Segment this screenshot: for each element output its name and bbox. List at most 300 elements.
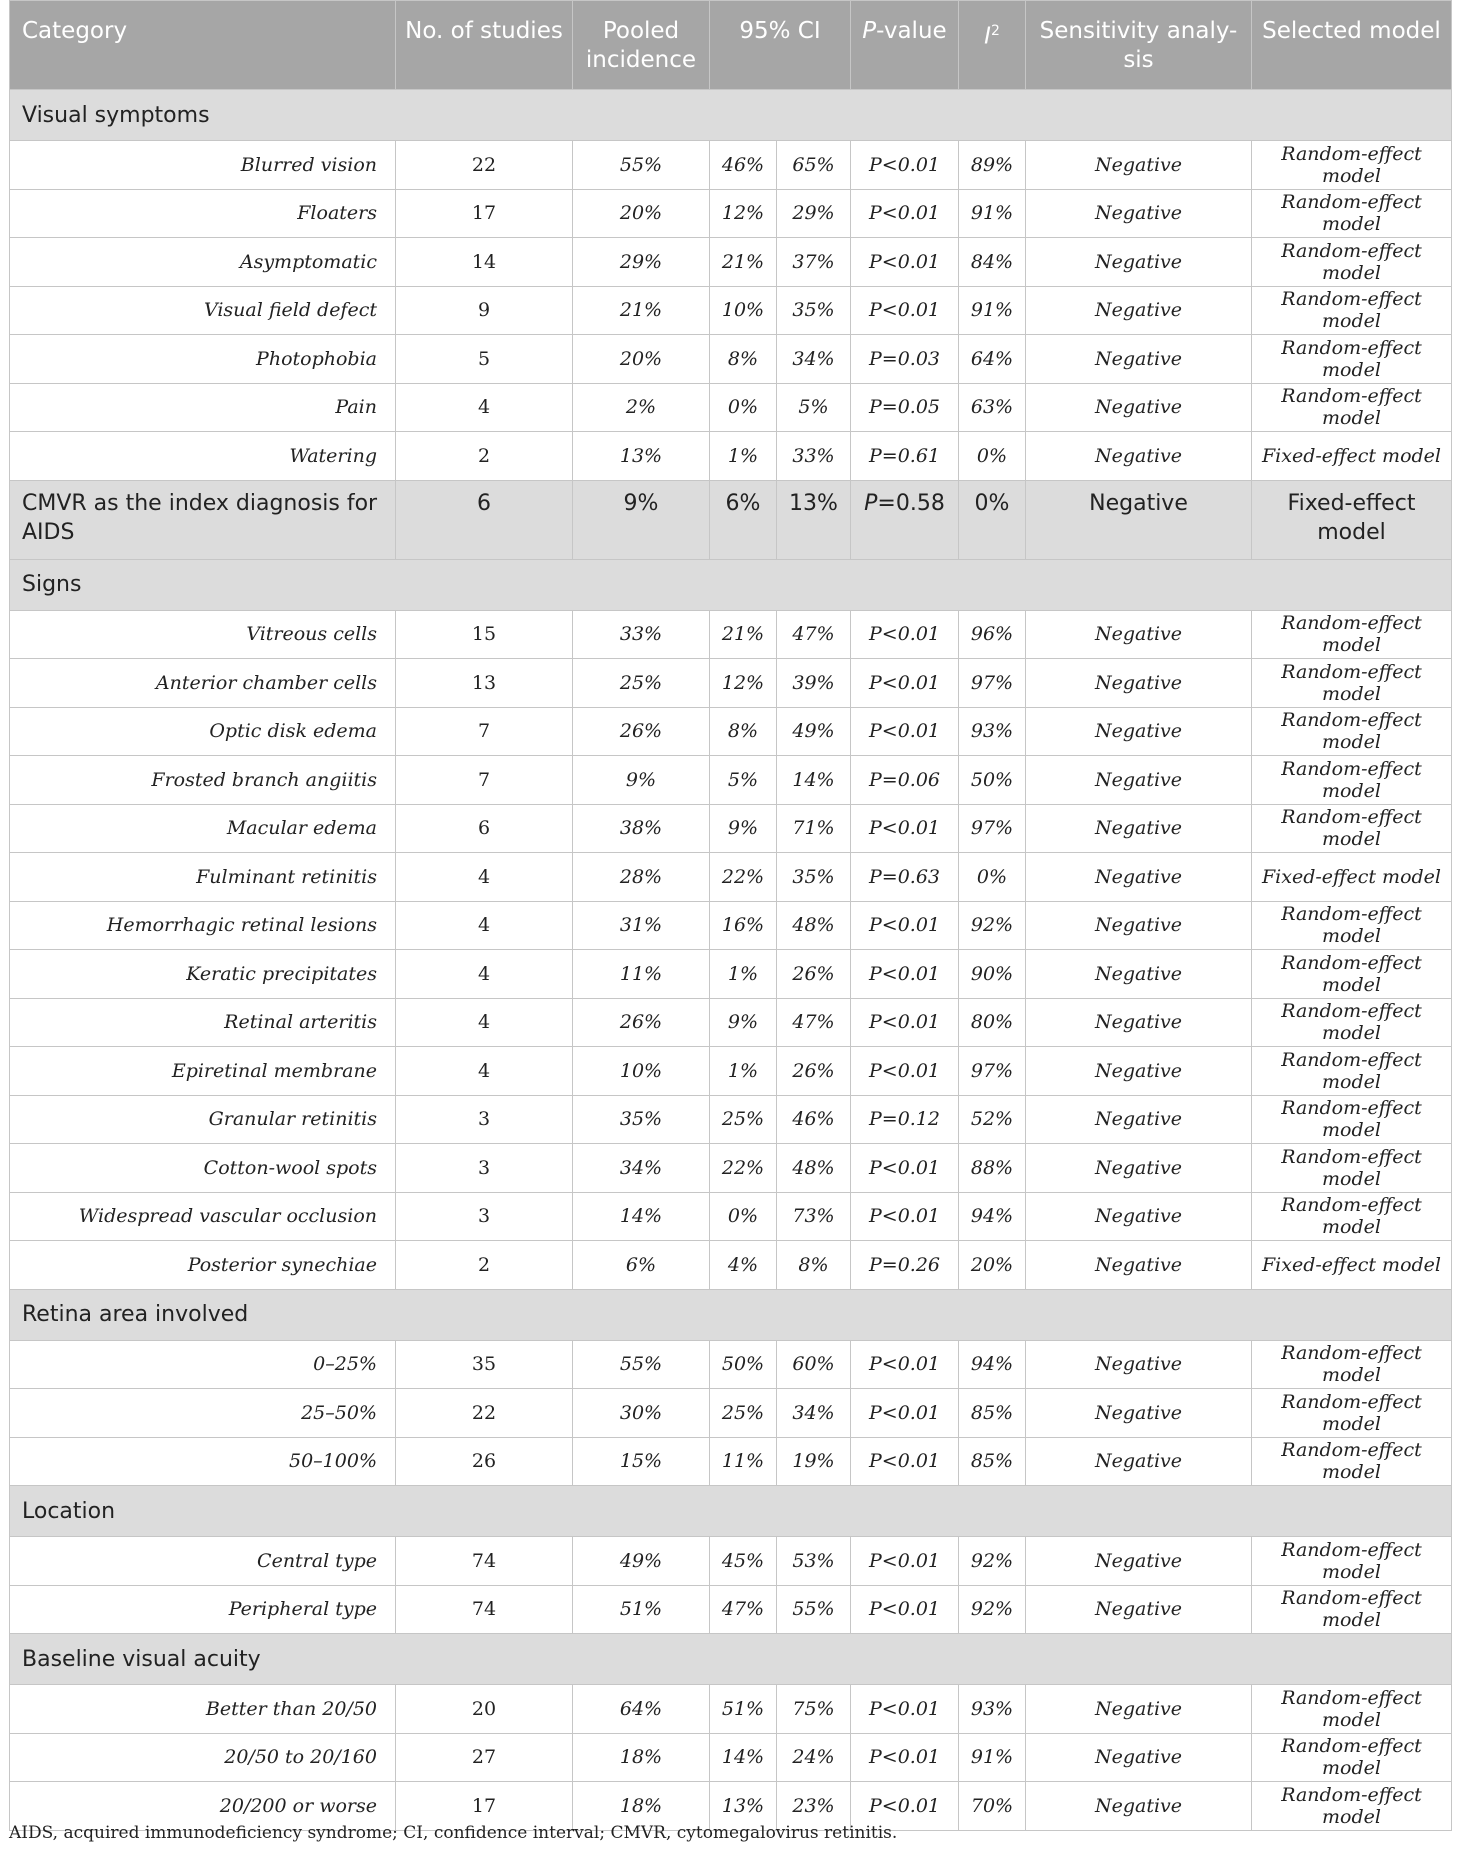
ci-low-cell: 8% <box>710 335 777 384</box>
header-i2-sup: 2 <box>990 23 1000 39</box>
index-ci-high-cell: 13% <box>777 480 851 559</box>
section-header-row <box>10 1289 1452 1340</box>
pvalue-cell: P=0.12 <box>851 1095 959 1144</box>
ci-high-cell: 65% <box>777 141 851 190</box>
row-label: Blurred vision <box>10 141 396 190</box>
row-label: Fulminant retinitis <box>10 853 396 902</box>
i2-cell: 91% <box>959 1733 1026 1782</box>
row-label: Optic disk edema <box>10 707 396 756</box>
ci-high-cell: 19% <box>777 1437 851 1486</box>
studies-cell: 15 <box>396 610 573 659</box>
table-row <box>10 610 1452 659</box>
studies-cell: 20 <box>396 1685 573 1734</box>
section-title: Retina area involved <box>10 1289 1452 1340</box>
ci-low-cell: 21% <box>710 238 777 287</box>
ci-high-cell: 48% <box>777 901 851 950</box>
studies-cell: 2 <box>396 1241 573 1290</box>
table-row <box>10 707 1452 756</box>
header-pvalue <box>851 1 959 90</box>
ci-low-cell: 9% <box>710 804 777 853</box>
i2-cell: 91% <box>959 286 1026 335</box>
pvalue-cell: P<0.01 <box>851 1340 959 1389</box>
sensitivity-cell: Negative <box>1026 950 1252 999</box>
pvalue-cell: P<0.01 <box>851 1685 959 1734</box>
header-pvalue-rest: -value <box>876 18 947 44</box>
row-label: Watering <box>10 432 396 481</box>
section-header-row <box>10 1634 1452 1685</box>
i2-cell: 63% <box>959 383 1026 432</box>
i2-cell: 97% <box>959 1047 1026 1096</box>
ci-high-cell: 47% <box>777 610 851 659</box>
index-row-label: CMVR as the index diagnosis for AIDS <box>10 480 396 559</box>
model-cell: Random-effect model <box>1252 1144 1452 1193</box>
ci-low-cell: 1% <box>710 432 777 481</box>
studies-cell: 7 <box>396 707 573 756</box>
section-header-row <box>10 559 1452 610</box>
model-cell: Random-effect model <box>1252 1389 1452 1438</box>
row-label: 20/50 to 20/160 <box>10 1733 396 1782</box>
sensitivity-cell: Negative <box>1026 1389 1252 1438</box>
row-label: Retinal arteritis <box>10 998 396 1047</box>
pvalue-cell: P<0.01 <box>851 1144 959 1193</box>
i2-cell: 52% <box>959 1095 1026 1144</box>
sensitivity-cell: Negative <box>1026 1144 1252 1193</box>
studies-cell: 9 <box>396 286 573 335</box>
sensitivity-cell: Negative <box>1026 1437 1252 1486</box>
pvalue-cell: P<0.01 <box>851 707 959 756</box>
section-title: Visual symptoms <box>10 90 1452 141</box>
i2-cell: 89% <box>959 141 1026 190</box>
table-row <box>10 901 1452 950</box>
row-label: Central type <box>10 1537 396 1586</box>
pvalue-cell: P<0.01 <box>851 1585 959 1634</box>
ci-high-cell: 34% <box>777 1389 851 1438</box>
ci-low-cell: 51% <box>710 1685 777 1734</box>
ci-low-cell: 14% <box>710 1733 777 1782</box>
table-row <box>10 1241 1452 1290</box>
pvalue-cell: P<0.01 <box>851 1782 959 1831</box>
table-row <box>10 756 1452 805</box>
pooled-cell: 31% <box>573 901 710 950</box>
pooled-cell: 13% <box>573 432 710 481</box>
pooled-cell: 21% <box>573 286 710 335</box>
pvalue-cell: P=0.26 <box>851 1241 959 1290</box>
table-row <box>10 853 1452 902</box>
table-row <box>10 1144 1452 1193</box>
table-row <box>10 1733 1452 1782</box>
header-i2-i: I <box>984 23 991 50</box>
table-row <box>10 804 1452 853</box>
studies-cell: 5 <box>396 335 573 384</box>
sensitivity-cell: Negative <box>1026 238 1252 287</box>
studies-cell: 4 <box>396 383 573 432</box>
table-row <box>10 141 1452 190</box>
index-ci-low-cell: 6% <box>710 480 777 559</box>
pooled-cell: 33% <box>573 610 710 659</box>
pooled-cell: 64% <box>573 1685 710 1734</box>
sensitivity-cell: Negative <box>1026 610 1252 659</box>
ci-low-cell: 47% <box>710 1585 777 1634</box>
ci-high-cell: 26% <box>777 1047 851 1096</box>
studies-cell: 22 <box>396 1389 573 1438</box>
row-label: Visual field defect <box>10 286 396 335</box>
i2-cell: 96% <box>959 610 1026 659</box>
row-label: Better than 20/50 <box>10 1685 396 1734</box>
ci-high-cell: 55% <box>777 1585 851 1634</box>
pvalue-cell: P=0.06 <box>851 756 959 805</box>
i2-cell: 80% <box>959 998 1026 1047</box>
studies-cell: 35 <box>396 1340 573 1389</box>
pooled-cell: 26% <box>573 998 710 1047</box>
model-cell: Random-effect model <box>1252 1537 1452 1586</box>
header-pooled: Pooled incidence <box>573 1 710 90</box>
table-row <box>10 1047 1452 1096</box>
pvalue-cell: P<0.01 <box>851 286 959 335</box>
table-row <box>10 1585 1452 1634</box>
row-label: 0–25% <box>10 1340 396 1389</box>
studies-cell: 6 <box>396 804 573 853</box>
ci-high-cell: 39% <box>777 659 851 708</box>
index-model-cell: Fixed-effect model <box>1252 480 1452 559</box>
sensitivity-cell: Negative <box>1026 432 1252 481</box>
header-studies: No. of studies <box>396 1 573 90</box>
ci-high-cell: 46% <box>777 1095 851 1144</box>
header-row <box>10 1 1452 90</box>
pooled-cell: 11% <box>573 950 710 999</box>
row-label: Peripheral type <box>10 1585 396 1634</box>
section-title: Signs <box>10 559 1452 610</box>
studies-cell: 14 <box>396 238 573 287</box>
i2-cell: 97% <box>959 659 1026 708</box>
i2-cell: 0% <box>959 432 1026 481</box>
sensitivity-cell: Negative <box>1026 1047 1252 1096</box>
ci-high-cell: 35% <box>777 286 851 335</box>
ci-low-cell: 1% <box>710 1047 777 1096</box>
i2-cell: 92% <box>959 901 1026 950</box>
pvalue-cell: P<0.01 <box>851 659 959 708</box>
pooled-cell: 35% <box>573 1095 710 1144</box>
ci-low-cell: 0% <box>710 1192 777 1241</box>
studies-cell: 3 <box>396 1095 573 1144</box>
ci-low-cell: 10% <box>710 286 777 335</box>
table-row <box>10 1437 1452 1486</box>
sensitivity-cell: Negative <box>1026 1685 1252 1734</box>
studies-cell: 22 <box>396 141 573 190</box>
pooled-cell: 30% <box>573 1389 710 1438</box>
row-label: Asymptomatic <box>10 238 396 287</box>
i2-cell: 97% <box>959 804 1026 853</box>
model-cell: Random-effect model <box>1252 286 1452 335</box>
sensitivity-cell: Negative <box>1026 1733 1252 1782</box>
ci-high-cell: 5% <box>777 383 851 432</box>
studies-cell: 17 <box>396 1782 573 1831</box>
studies-cell: 4 <box>396 901 573 950</box>
table-row <box>10 286 1452 335</box>
row-label: Macular edema <box>10 804 396 853</box>
pvalue-cell: P=0.05 <box>851 383 959 432</box>
studies-cell: 3 <box>396 1192 573 1241</box>
model-cell: Random-effect model <box>1252 1047 1452 1096</box>
table-row <box>10 383 1452 432</box>
studies-cell: 17 <box>396 189 573 238</box>
pvalue-cell: P<0.01 <box>851 804 959 853</box>
pvalue-cell: P<0.01 <box>851 1537 959 1586</box>
index-diagnosis-row <box>10 480 1452 559</box>
ci-low-cell: 21% <box>710 610 777 659</box>
i2-cell: 92% <box>959 1585 1026 1634</box>
row-label: Keratic precipitates <box>10 950 396 999</box>
sensitivity-cell: Negative <box>1026 1192 1252 1241</box>
sensitivity-cell: Negative <box>1026 1537 1252 1586</box>
row-label: 50–100% <box>10 1437 396 1486</box>
model-cell: Random-effect model <box>1252 1437 1452 1486</box>
row-label: Granular retinitis <box>10 1095 396 1144</box>
model-cell: Random-effect model <box>1252 1095 1452 1144</box>
model-cell: Fixed-effect model <box>1252 1241 1452 1290</box>
ci-low-cell: 25% <box>710 1389 777 1438</box>
model-cell: Random-effect model <box>1252 998 1452 1047</box>
pooled-cell: 2% <box>573 383 710 432</box>
row-label: Frosted branch angiitis <box>10 756 396 805</box>
header-category: Category <box>10 1 396 90</box>
i2-cell: 91% <box>959 189 1026 238</box>
pooled-cell: 6% <box>573 1241 710 1290</box>
ci-high-cell: 26% <box>777 950 851 999</box>
pooled-cell: 10% <box>573 1047 710 1096</box>
table-row <box>10 335 1452 384</box>
model-cell: Random-effect model <box>1252 1733 1452 1782</box>
pvalue-cell: P<0.01 <box>851 950 959 999</box>
model-cell: Fixed-effect model <box>1252 432 1452 481</box>
table-row <box>10 1340 1452 1389</box>
pooled-cell: 28% <box>573 853 710 902</box>
table-row <box>10 1095 1452 1144</box>
ci-high-cell: 37% <box>777 238 851 287</box>
pooled-cell: 9% <box>573 756 710 805</box>
model-cell: Random-effect model <box>1252 1192 1452 1241</box>
model-cell: Random-effect model <box>1252 1340 1452 1389</box>
pvalue-cell: P=0.63 <box>851 853 959 902</box>
table-container <box>9 0 1451 1831</box>
i2-cell: 92% <box>959 1537 1026 1586</box>
pooled-cell: 55% <box>573 141 710 190</box>
i2-cell: 94% <box>959 1340 1026 1389</box>
sensitivity-cell: Negative <box>1026 901 1252 950</box>
pvalue-cell: P<0.01 <box>851 1437 959 1486</box>
pooled-cell: 26% <box>573 707 710 756</box>
sensitivity-cell: Negative <box>1026 141 1252 190</box>
sensitivity-cell: Negative <box>1026 1095 1252 1144</box>
index-i2-cell: 0% <box>959 480 1026 559</box>
ci-high-cell: 48% <box>777 1144 851 1193</box>
model-cell: Random-effect model <box>1252 659 1452 708</box>
pooled-cell: 55% <box>573 1340 710 1389</box>
ci-high-cell: 35% <box>777 853 851 902</box>
pooled-cell: 29% <box>573 238 710 287</box>
pooled-cell: 34% <box>573 1144 710 1193</box>
table-footnote: AIDS, acquired immunodeficiency syndrome; CI, confidence interval; CMVR, cytomegalovirus retinitis. <box>9 1823 898 1843</box>
pvalue-cell: P<0.01 <box>851 141 959 190</box>
model-cell: Random-effect model <box>1252 1585 1452 1634</box>
i2-cell: 64% <box>959 335 1026 384</box>
sensitivity-cell: Negative <box>1026 189 1252 238</box>
model-cell: Random-effect model <box>1252 756 1452 805</box>
table-row <box>10 998 1452 1047</box>
table-row <box>10 432 1452 481</box>
pooled-cell: 20% <box>573 335 710 384</box>
table-row <box>10 238 1452 287</box>
section-header-row <box>10 90 1452 141</box>
results-table <box>9 0 1452 1831</box>
i2-cell: 85% <box>959 1389 1026 1438</box>
i2-cell: 84% <box>959 238 1026 287</box>
ci-high-cell: 47% <box>777 998 851 1047</box>
model-cell: Random-effect model <box>1252 610 1452 659</box>
ci-low-cell: 13% <box>710 1782 777 1831</box>
studies-cell: 4 <box>396 998 573 1047</box>
model-cell: Random-effect model <box>1252 141 1452 190</box>
i2-cell: 90% <box>959 950 1026 999</box>
model-cell: Random-effect model <box>1252 950 1452 999</box>
index-pooled-cell: 9% <box>573 480 710 559</box>
ci-low-cell: 5% <box>710 756 777 805</box>
ci-high-cell: 53% <box>777 1537 851 1586</box>
model-cell: Random-effect model <box>1252 1685 1452 1734</box>
index-pvalue-rest: =0.58 <box>877 490 945 516</box>
header-i2 <box>959 1 1026 90</box>
pooled-cell: 25% <box>573 659 710 708</box>
row-label: Widespread vascular occlusion <box>10 1192 396 1241</box>
pooled-cell: 51% <box>573 1585 710 1634</box>
i2-cell: 0% <box>959 853 1026 902</box>
model-cell: Random-effect model <box>1252 901 1452 950</box>
ci-low-cell: 50% <box>710 1340 777 1389</box>
table-row <box>10 189 1452 238</box>
sensitivity-cell: Negative <box>1026 853 1252 902</box>
table-row <box>10 950 1452 999</box>
sensitivity-cell: Negative <box>1026 286 1252 335</box>
pooled-cell: 49% <box>573 1537 710 1586</box>
ci-low-cell: 11% <box>710 1437 777 1486</box>
model-cell: Random-effect model <box>1252 804 1452 853</box>
sensitivity-cell: Negative <box>1026 383 1252 432</box>
row-label: Posterior synechiae <box>10 1241 396 1290</box>
index-pvalue-p: P <box>864 490 878 516</box>
model-cell: Random-effect model <box>1252 383 1452 432</box>
studies-cell: 26 <box>396 1437 573 1486</box>
pvalue-cell: P=0.03 <box>851 335 959 384</box>
model-cell: Random-effect model <box>1252 335 1452 384</box>
i2-cell: 93% <box>959 1685 1026 1734</box>
ci-low-cell: 22% <box>710 853 777 902</box>
model-cell: Random-effect model <box>1252 238 1452 287</box>
index-sensitivity-cell: Negative <box>1026 480 1252 559</box>
ci-low-cell: 8% <box>710 707 777 756</box>
ci-low-cell: 25% <box>710 1095 777 1144</box>
sensitivity-cell: Negative <box>1026 804 1252 853</box>
ci-low-cell: 12% <box>710 189 777 238</box>
ci-high-cell: 60% <box>777 1340 851 1389</box>
pvalue-cell: P<0.01 <box>851 1733 959 1782</box>
header-pvalue-p: P <box>862 18 877 44</box>
pvalue-cell: P=0.61 <box>851 432 959 481</box>
pvalue-cell: P<0.01 <box>851 901 959 950</box>
row-label: Photophobia <box>10 335 396 384</box>
ci-high-cell: 33% <box>777 432 851 481</box>
studies-cell: 2 <box>396 432 573 481</box>
studies-cell: 4 <box>396 853 573 902</box>
ci-high-cell: 8% <box>777 1241 851 1290</box>
row-label: Anterior chamber cells <box>10 659 396 708</box>
sensitivity-cell: Negative <box>1026 998 1252 1047</box>
studies-cell: 27 <box>396 1733 573 1782</box>
sensitivity-cell: Negative <box>1026 1241 1252 1290</box>
ci-high-cell: 34% <box>777 335 851 384</box>
sensitivity-cell: Negative <box>1026 1782 1252 1831</box>
pvalue-cell: P<0.01 <box>851 1047 959 1096</box>
pvalue-cell: P<0.01 <box>851 1389 959 1438</box>
studies-cell: 4 <box>396 1047 573 1096</box>
section-title: Location <box>10 1486 1452 1537</box>
pooled-cell: 18% <box>573 1782 710 1831</box>
row-label: 25–50% <box>10 1389 396 1438</box>
studies-cell: 7 <box>396 756 573 805</box>
table-body <box>10 90 1452 1831</box>
ci-low-cell: 0% <box>710 383 777 432</box>
header-model: Selected model <box>1252 1 1452 90</box>
ci-low-cell: 1% <box>710 950 777 999</box>
ci-high-cell: 29% <box>777 189 851 238</box>
i2-cell: 70% <box>959 1782 1026 1831</box>
ci-low-cell: 4% <box>710 1241 777 1290</box>
index-studies-cell: 6 <box>396 480 573 559</box>
i2-cell: 85% <box>959 1437 1026 1486</box>
pooled-cell: 14% <box>573 1192 710 1241</box>
table-row <box>10 659 1452 708</box>
ci-low-cell: 16% <box>710 901 777 950</box>
studies-cell: 13 <box>396 659 573 708</box>
index-pvalue-cell <box>851 480 959 559</box>
model-cell: Random-effect model <box>1252 707 1452 756</box>
i2-cell: 88% <box>959 1144 1026 1193</box>
ci-high-cell: 23% <box>777 1782 851 1831</box>
section-title: Baseline visual acuity <box>10 1634 1452 1685</box>
ci-high-cell: 75% <box>777 1685 851 1734</box>
studies-cell: 74 <box>396 1585 573 1634</box>
ci-high-cell: 14% <box>777 756 851 805</box>
row-label: Hemorrhagic retinal lesions <box>10 901 396 950</box>
sensitivity-cell: Negative <box>1026 756 1252 805</box>
table-row <box>10 1685 1452 1734</box>
row-label: Vitreous cells <box>10 610 396 659</box>
sensitivity-cell: Negative <box>1026 1585 1252 1634</box>
header-ci: 95% CI <box>710 1 851 90</box>
sensitivity-cell: Negative <box>1026 659 1252 708</box>
studies-cell: 4 <box>396 950 573 999</box>
ci-high-cell: 24% <box>777 1733 851 1782</box>
sensitivity-cell: Negative <box>1026 707 1252 756</box>
pooled-cell: 38% <box>573 804 710 853</box>
pvalue-cell: P<0.01 <box>851 1192 959 1241</box>
row-label: Floaters <box>10 189 396 238</box>
header-sensitivity: Sensitivity analy-sis <box>1026 1 1252 90</box>
row-label: 20/200 or worse <box>10 1782 396 1831</box>
i2-cell: 20% <box>959 1241 1026 1290</box>
row-label: Cotton-wool spots <box>10 1144 396 1193</box>
ci-high-cell: 49% <box>777 707 851 756</box>
i2-cell: 93% <box>959 707 1026 756</box>
pvalue-cell: P<0.01 <box>851 238 959 287</box>
